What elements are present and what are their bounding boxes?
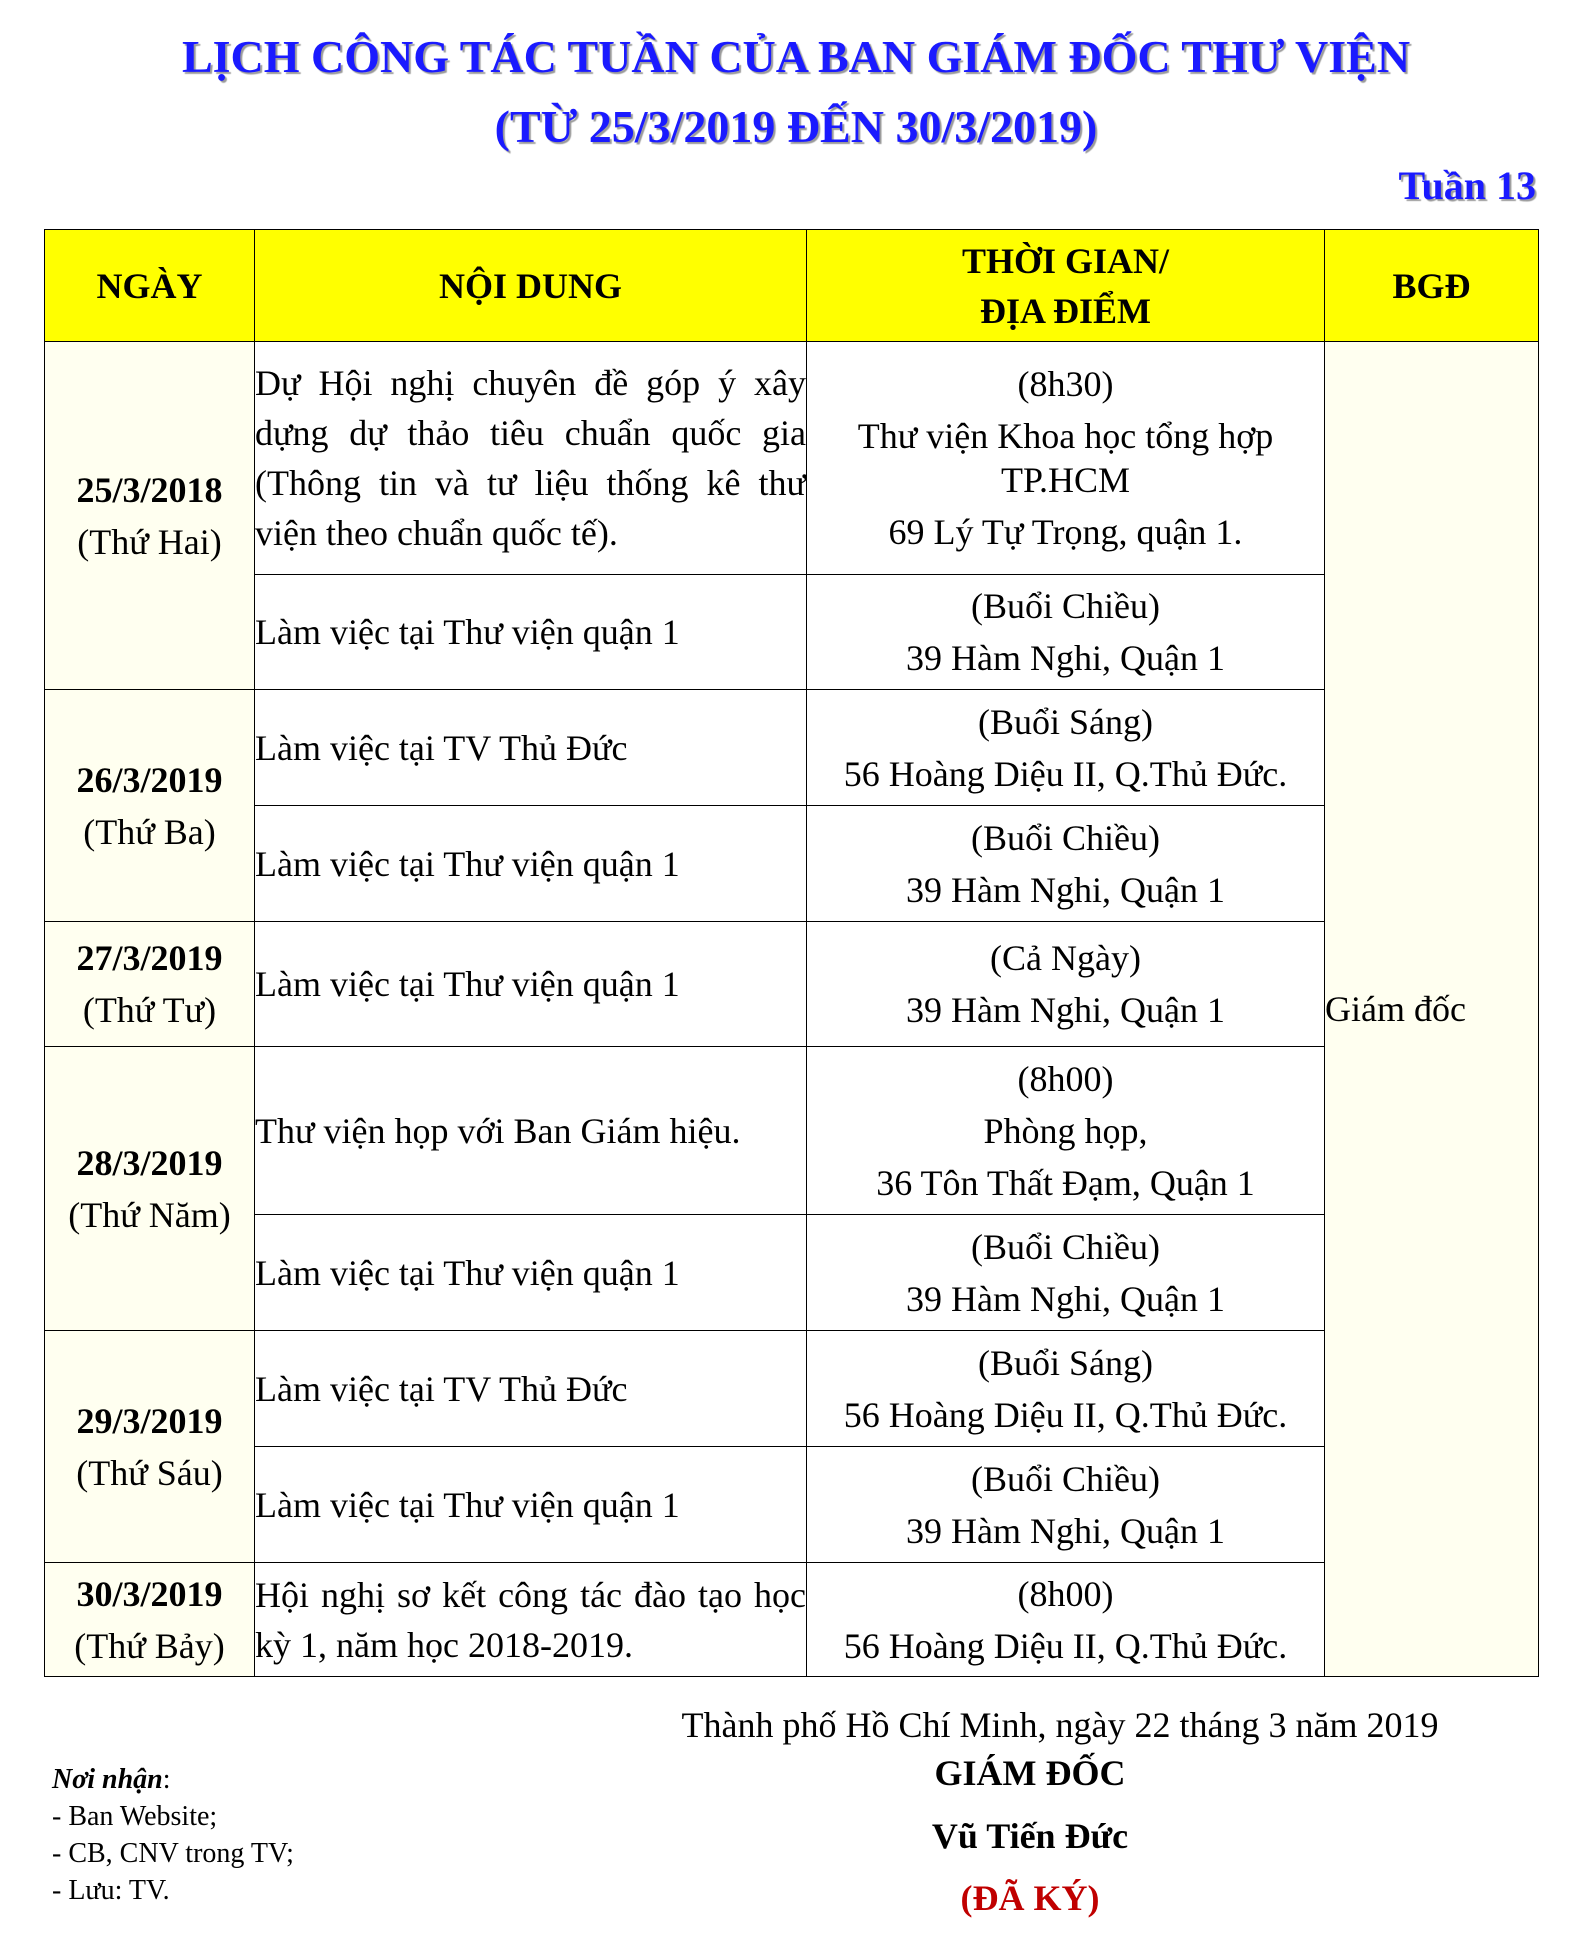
- content-text: Làm việc tại Thư viện quận 1: [255, 612, 680, 652]
- content-text: Làm việc tại TV Thủ Đức: [255, 727, 628, 768]
- content-text: Làm việc tại Thư viện quận 1: [255, 1252, 680, 1293]
- content-cell: [255, 806, 807, 922]
- signature-role: GIÁM ĐỐC: [934, 1753, 1126, 1793]
- recipient-item: - CB, CNV trong TV;: [52, 1838, 294, 1869]
- header-timeloc-line2: ĐỊA ĐIỂM: [979, 290, 1152, 331]
- content-cell: [255, 1447, 807, 1563]
- time-location-line: 39 Hàm Nghi, Quận 1: [906, 1278, 1225, 1319]
- time-location-line: (Buổi Sáng): [978, 1342, 1153, 1383]
- weekday-value: (Thứ Ba): [83, 811, 216, 852]
- date-value: 28/3/2019: [76, 1142, 223, 1183]
- time-location-cell: [807, 922, 1325, 1047]
- header-content: NỘI DUNG: [255, 230, 807, 342]
- time-location-line: Phòng họp,: [983, 1110, 1148, 1151]
- recipient-item: - Ban Website;: [52, 1801, 218, 1832]
- time-location-cell: [807, 575, 1325, 690]
- time-location-line: 39 Hàm Nghi, Quận 1: [906, 1510, 1225, 1551]
- content-cell: [255, 1047, 807, 1215]
- time-location-line: 69 Lý Tự Trọng, quận 1.: [888, 512, 1243, 552]
- date-cell: [45, 1047, 255, 1331]
- time-location-line: 56 Hoàng Diệu II, Q.Thủ Đức.: [843, 1394, 1288, 1435]
- date-cell: [45, 690, 255, 922]
- header-timeloc: [807, 230, 1325, 342]
- weekday-value: (Thứ Bảy): [74, 1625, 225, 1666]
- recipient-item: - Lưu: TV.: [52, 1875, 170, 1906]
- weekday-value: (Thứ Hai): [77, 521, 222, 562]
- content-text: Dự Hội nghị chuyên đề góp ý xây dựng dự thảo tiêu chuẩn quốc gia (Thông tin và tư liệu thống kê thư viện theo chuẩn quốc tế).: [255, 363, 806, 553]
- time-location-line: 56 Hoàng Diệu II, Q.Thủ Đức.: [843, 1625, 1288, 1666]
- time-location-line: (8h00): [1017, 1573, 1114, 1614]
- schedule-row: [45, 922, 1539, 1047]
- time-location-line: (Cả Ngày): [990, 938, 1141, 978]
- time-location-line: (Buổi Chiều): [971, 586, 1160, 626]
- time-location-line: (8h30): [1017, 364, 1114, 404]
- signature-place-date: Thành phố Hồ Chí Minh, ngày 22 tháng 3 năm 2019: [681, 1705, 1439, 1745]
- document-date-range: (TỪ 25/3/2019 ĐẾN 30/3/2019): [494, 101, 1098, 152]
- week-number: Tuần 13: [1398, 163, 1536, 208]
- content-cell: [255, 690, 807, 806]
- time-location-line: Thư viện Khoa học tổng hợp: [857, 416, 1274, 456]
- weekday-value: (Thứ Sáu): [76, 1452, 223, 1493]
- content-text: Làm việc tại TV Thủ Đức: [255, 1368, 628, 1409]
- schedule-row: [45, 1331, 1539, 1447]
- document-title: LỊCH CÔNG TÁC TUẦN CỦA BAN GIÁM ĐỐC THƯ VIỆN: [181, 31, 1411, 82]
- time-location-line: (Buổi Chiều): [971, 817, 1160, 858]
- bgd-cell: Giám đốc: [1325, 342, 1539, 1677]
- time-location-cell: [807, 1447, 1325, 1563]
- time-location-line: (Buổi Sáng): [978, 701, 1153, 742]
- signature-signed-stamp: (ĐÃ KÝ): [960, 1878, 1100, 1918]
- content-cell: [255, 342, 807, 575]
- content-cell: [255, 922, 807, 1047]
- time-location-cell: [807, 342, 1325, 575]
- content-cell: [255, 1215, 807, 1331]
- time-location-line: (Buổi Chiều): [971, 1458, 1160, 1499]
- recipients: [52, 1761, 294, 1909]
- schedule-row: [45, 1215, 1539, 1331]
- time-location-cell: [807, 1047, 1325, 1215]
- weekday-value: (Thứ Tư): [82, 990, 217, 1030]
- schedule-row: [45, 575, 1539, 690]
- header-row: [45, 230, 1539, 342]
- time-location-line: (Buổi Chiều): [971, 1226, 1160, 1267]
- time-location-line: 39 Hàm Nghi, Quận 1: [906, 990, 1225, 1030]
- date-value: 26/3/2019: [76, 759, 223, 800]
- content-cell: [255, 1331, 807, 1447]
- content-text: Hội nghị sơ kết công tác đào tạo học kỳ 1, năm học 2018-2019.: [255, 1574, 806, 1665]
- schedule-table: [44, 229, 1539, 1677]
- time-location-line: 56 Hoàng Diệu II, Q.Thủ Đức.: [843, 753, 1288, 794]
- time-location-cell: [807, 1563, 1325, 1677]
- content-text: Làm việc tại Thư viện quận 1: [255, 964, 680, 1004]
- time-location-cell: [807, 690, 1325, 806]
- date-cell: [45, 1563, 255, 1677]
- content-text: Thư viện họp với Ban Giám hiệu.: [255, 1110, 741, 1151]
- date-value: 25/3/2018: [76, 469, 223, 510]
- schedule-row: [45, 1047, 1539, 1215]
- time-location-line: (8h00): [1017, 1058, 1114, 1099]
- content-cell: [255, 575, 807, 690]
- content-text: Làm việc tại Thư viện quận 1: [255, 843, 680, 884]
- time-location-line: 39 Hàm Nghi, Quận 1: [906, 869, 1225, 910]
- date-cell: [45, 342, 255, 690]
- time-location-line: TP.HCM: [1000, 460, 1131, 500]
- date-value: 30/3/2019: [76, 1573, 223, 1614]
- time-location-line: 39 Hàm Nghi, Quận 1: [906, 638, 1225, 678]
- recipients-label-line: Nơi nhận:: [52, 1764, 171, 1795]
- content-cell: [255, 1563, 807, 1677]
- schedule-row: [45, 1563, 1539, 1677]
- header-timeloc-line1: THỜI GIAN/: [961, 240, 1170, 281]
- content-text: Làm việc tại Thư viện quận 1: [255, 1484, 680, 1525]
- header-date: NGÀY: [45, 230, 255, 342]
- time-location-line: 36 Tôn Thất Đạm, Quận 1: [876, 1162, 1255, 1203]
- schedule-row: [45, 806, 1539, 922]
- schedule-row: [45, 690, 1539, 806]
- date-cell: [45, 1331, 255, 1563]
- time-location-cell: [807, 806, 1325, 922]
- time-location-cell: [807, 1215, 1325, 1331]
- time-location-cell: [807, 1331, 1325, 1447]
- schedule-row: [45, 1447, 1539, 1563]
- date-value: 29/3/2019: [76, 1400, 223, 1441]
- signature-name: Vũ Tiến Đức: [931, 1816, 1129, 1856]
- header-bgd: BGĐ: [1325, 230, 1539, 342]
- date-cell: [45, 922, 255, 1047]
- weekday-value: (Thứ Năm): [68, 1194, 231, 1235]
- date-value: 27/3/2019: [76, 938, 223, 978]
- recipients-label: Nơi nhận: [52, 1764, 163, 1795]
- schedule-row: [45, 342, 1539, 575]
- schedule-body: [45, 342, 1539, 1677]
